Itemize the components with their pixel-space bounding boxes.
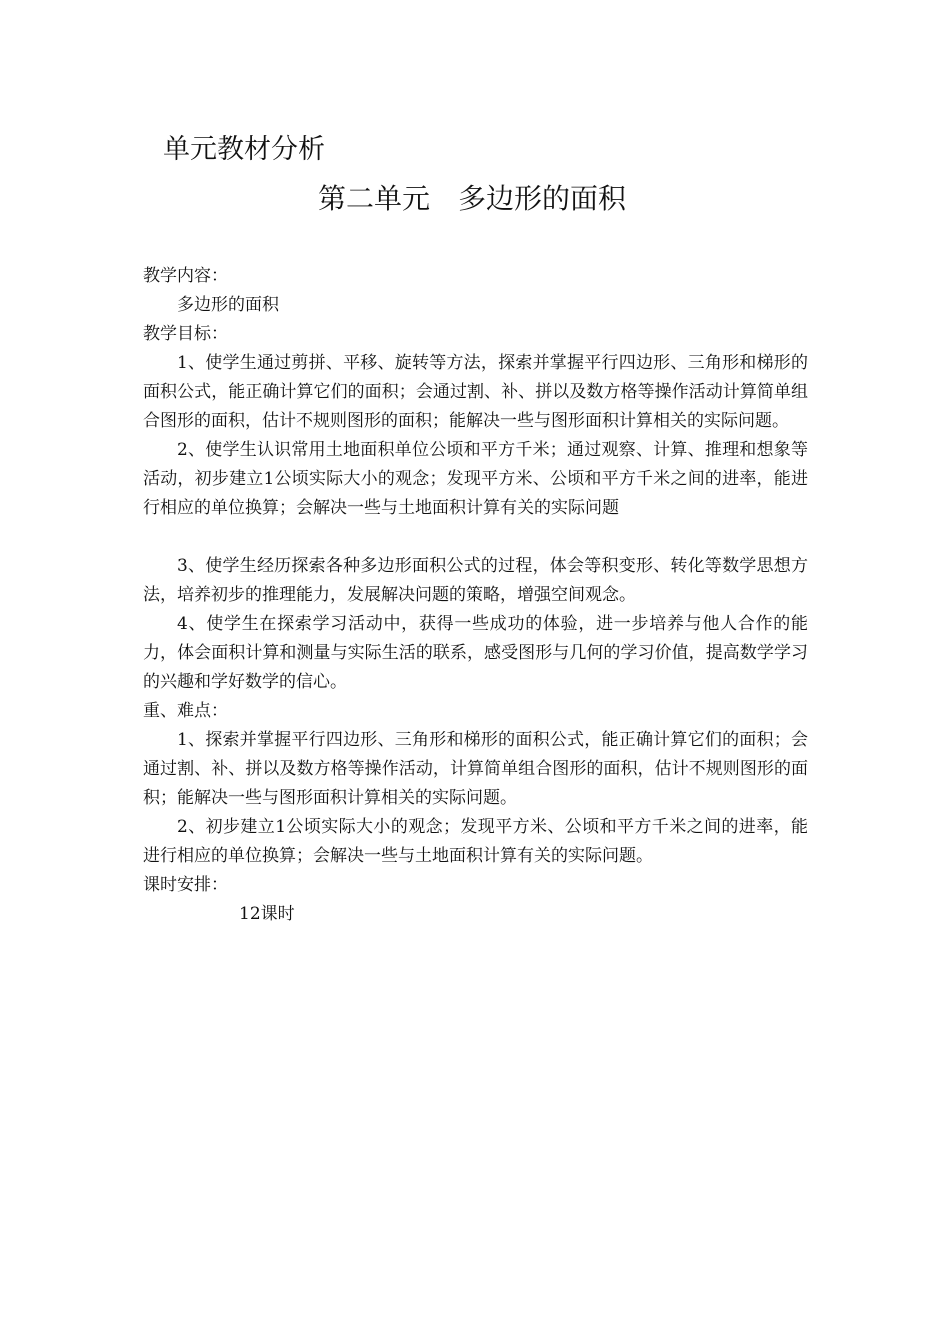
- schedule-hours: 12课时: [239, 904, 295, 924]
- goal-paragraph-4: 4、使学生在探索学习活动中，获得一些成功的体验，进一步培养与他人合作的能力，体会面积计算和测量与实际生活的联系，感受图形与几何的学习价值，提高数学学习的兴趣和学好数学的信心。: [143, 614, 808, 692]
- unit-title: 第二单元 多边形的面积: [318, 182, 627, 215]
- teaching-content-label: 教学内容：: [143, 266, 228, 286]
- goal-paragraph-1: 1、使学生通过剪拼、平移、旋转等方法，探索并掌握平行四边形、三角形和梯形的面积公式，能正确计算它们的面积；会通过割、补、拼以及数方格等操作活动计算简单组合图形的面积，估计不规则图形的面积；能解决一些与图形面积计算相关的实际问题。: [143, 353, 808, 431]
- section-heading: 单元教材分析: [163, 134, 325, 165]
- teaching-goals-label: 教学目标：: [143, 324, 228, 344]
- goal-paragraph-3: 3、使学生经历探索各种多边形面积公式的过程，体会等积变形、转化等数学思想方法，培养初步的推理能力，发展解决问题的策略，增强空间观念。: [143, 556, 808, 605]
- key-points-label: 重、难点：: [143, 701, 228, 721]
- goal-paragraph-2: 2、使学生认识常用土地面积单位公顷和平方千米；通过观察、计算、推理和想象等活动，初步建立1公顷实际大小的观念；发现平方米、公顷和平方千米之间的进率，能进行相应的单位换算；会解决一些与土地面积计算有关的实际问题: [143, 440, 808, 518]
- document-body: [143, 262, 808, 929]
- teaching-content-text: 多边形的面积: [177, 295, 279, 315]
- key-point-paragraph-1: 1、探索并掌握平行四边形、三角形和梯形的面积公式，能正确计算它们的面积；会通过割、补、拼以及数方格等操作活动，计算简单组合图形的面积，估计不规则图形的面积；能解决一些与图形面积计算相关的实际问题。: [143, 730, 808, 808]
- blank-line: [143, 523, 808, 552]
- key-point-paragraph-2: 2、初步建立1公顷实际大小的观念；发现平方米、公顷和平方千米之间的进率，能进行相应的单位换算；会解决一些与土地面积计算有关的实际问题。: [143, 817, 808, 866]
- schedule-label: 课时安排：: [143, 875, 228, 895]
